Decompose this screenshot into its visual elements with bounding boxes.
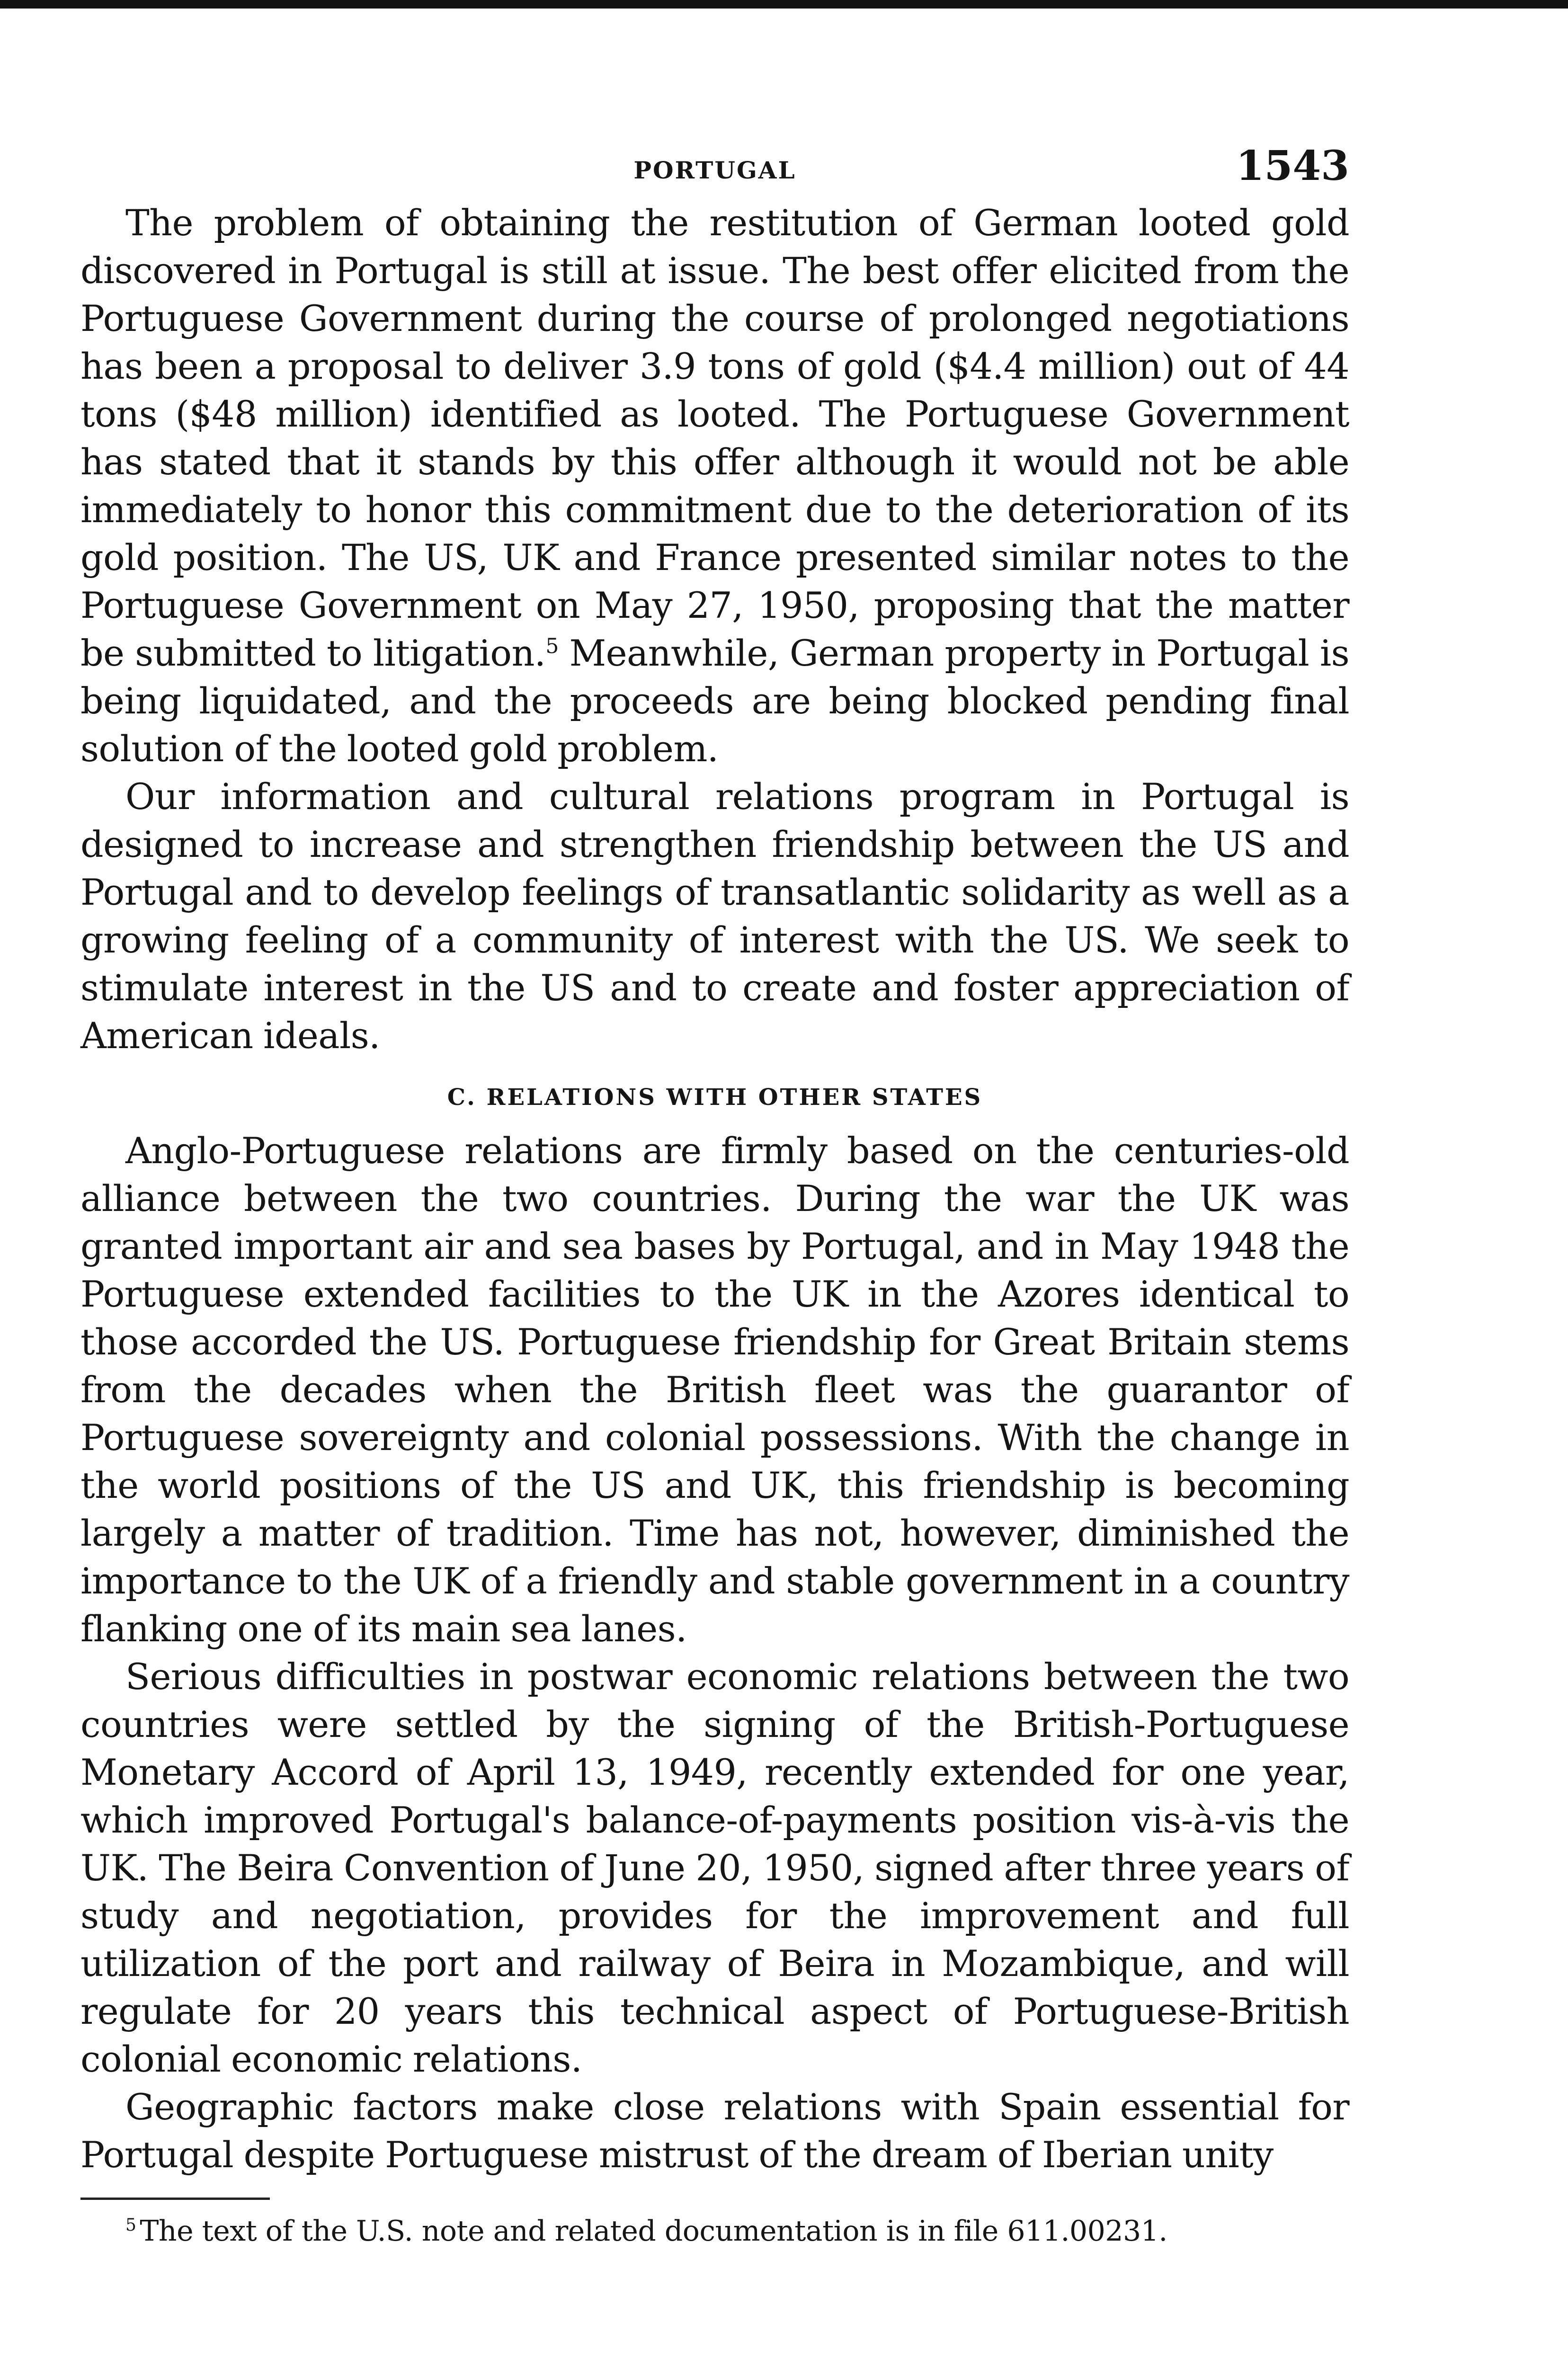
footnote-text: The text of the U.S. note and related documentation is in file 611.00231. bbox=[140, 2215, 1167, 2248]
paragraph-looted-gold-text: The problem of obtaining the restitution of German looted gold discovered in Portugal is still at issue. The best offer elicited from the Portuguese Government during the course of prolonged negotiations has been a proposal to deliver 3.9 tons of gold ($4.4 million) out of 44 tons ($48 million) identified as looted. The Portuguese Government has stated that it stands by this offer although it would not be able immediately to honor this commitment due to the deterioration of its gold position. The US, UK and France presented similar notes to the Portuguese Government on May 27, 1950, proposing that the matter be submitted to litigation. bbox=[80, 202, 1349, 674]
running-head-title: PORTUGAL bbox=[633, 156, 796, 184]
paragraph-looted-gold-continued: Meanwhile, German property in Portugal is being liquidated, and the proceeds are being blocked pending final solution of the looted gold problem. bbox=[80, 632, 1350, 770]
running-head bbox=[80, 142, 1349, 199]
footnote-separator bbox=[80, 2198, 270, 2200]
footnote-reference: 5 bbox=[545, 634, 559, 658]
footnote-number: 5 bbox=[125, 2216, 136, 2235]
paragraph-cultural-relations: Our information and cultural relations program in Portugal is designed to increase and strengthen friendship between the US and Portugal and to develop feelings of transatlantic solidarity as well as a growing feeling of a community of interest with the US. We seek to stimulate interest in the US and to create and foster appreciation of American ideals. bbox=[80, 775, 1349, 1057]
paragraph-anglo-portuguese-relations: Anglo-Portuguese relations are firmly based on the centuries-old alliance between the two countries. During the war the UK was granted important air and sea bases by Portugal, and in May 1948 the Portuguese extended facilities to the UK in the Azores identical to those accorded the US. Portuguese friendship for Great Britain stems from the decades when the British fleet was the guarantor of Portuguese sovereignty and colonial possessions. With the change in the world positions of the US and UK, this friendship is becoming largely a matter of tradition. Time has not, however, diminished the importance to the UK of a friendly and stable government in a country flanking one of its main sea lanes. bbox=[80, 1130, 1349, 1650]
paragraph-spain-relations: Geographic factors make close relations with Spain essential for Portugal despite Portuguese mistrust of the dream of Iberian unity bbox=[80, 2086, 1349, 2176]
paragraph-economic-relations: Serious difficulties in postwar economic relations between the two countries were settled by the signing of the British-Portuguese Monetary Accord of April 13, 1949, recently extended for one year, which improved Portugal's balance-of-payments position vis-à-vis the UK. The Beira Convention of June 20, 1950, signed after three years of study and negotiation, provides for the improvement and full utilization of the port and railway of Beira in Mozambique, and will regulate for 20 years this technical aspect of Portuguese-British colonial economic relations. bbox=[80, 1655, 1349, 2080]
footnote bbox=[80, 2212, 1349, 2250]
section-heading-relations-with-other-states: C. RELATIONS WITH OTHER STATES bbox=[447, 1084, 983, 1111]
paragraph-looted-gold bbox=[80, 199, 1349, 773]
document-page bbox=[80, 142, 1349, 2250]
page-top-edge bbox=[0, 0, 1568, 9]
page-number: 1543 bbox=[1236, 142, 1349, 190]
